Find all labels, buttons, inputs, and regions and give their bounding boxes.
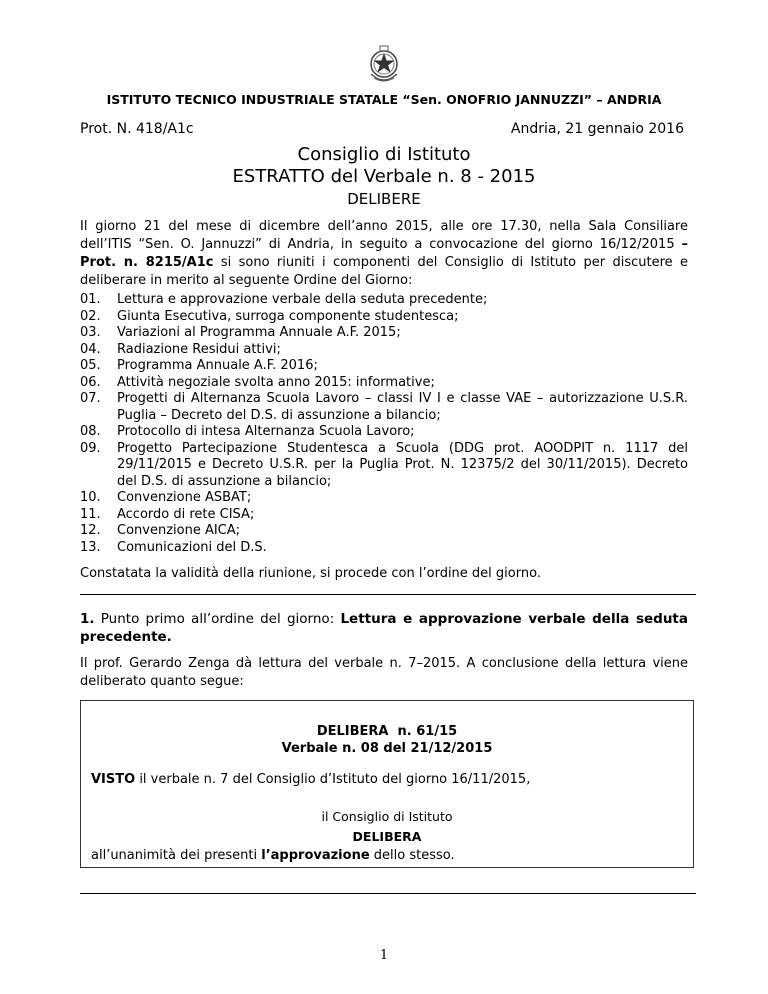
visto-line <box>91 772 530 787</box>
agenda-item <box>80 358 688 375</box>
agenda-item-number: 02. <box>80 308 101 324</box>
agenda-item <box>80 292 688 309</box>
unanim-text-1: all’unanimità dei presenti <box>91 848 262 863</box>
agenda-item <box>80 507 688 524</box>
agenda-list <box>80 292 688 556</box>
agenda-item-number: 05. <box>80 358 101 373</box>
agenda-item-number: 13. <box>80 539 101 555</box>
agenda-item <box>80 523 688 540</box>
agenda-item-text: Variazioni al Programma Annuale A.F. 2015; <box>117 325 401 340</box>
divider-bottom <box>80 893 696 894</box>
agenda-item <box>80 424 688 441</box>
reading-paragraph: Il prof. Gerardo Zenga dà lettura del verbale n. 7–2015. A conclusione della lettura viene deliberato quanto segue: <box>80 656 688 689</box>
protocol-number: Prot. N. 418/A1c <box>80 121 194 137</box>
document-title <box>0 144 768 210</box>
agenda-item <box>80 325 688 342</box>
agenda-item-text: Progetti di Alternanza Scuola Lavoro – classi IV I e classe VAE – autorizzazione U.S.R. Puglia – Decreto del D.S. di assunzione a bilancio; <box>117 391 688 423</box>
agenda-item-text: Radiazione Residui attivi; <box>117 341 281 357</box>
agenda-item-number: 01. <box>80 292 101 307</box>
delibera-word: DELIBERA <box>352 829 422 844</box>
unanim-bold: l’approvazione <box>261 848 370 863</box>
agenda-item <box>80 342 688 359</box>
point-1-number: 1. <box>80 611 95 627</box>
agenda-item-text: Accordo di rete CISA; <box>117 506 255 522</box>
agenda-item-text: Giunta Esecutiva, surroga componente studentesca; <box>117 308 459 324</box>
agenda-item <box>80 375 688 392</box>
agenda-item-number: 04. <box>80 341 101 357</box>
agenda-item-number: 07. <box>80 391 101 406</box>
agenda-item-number: 12. <box>80 523 101 538</box>
intro-protocol: – Prot. n. 8215/A1c <box>80 237 688 270</box>
agenda-item-number: 08. <box>80 424 101 439</box>
italian-republic-emblem-icon <box>368 44 400 86</box>
agenda-item-text: Convenzione ASBAT; <box>117 490 252 505</box>
point-1-title: Lettura e approvazione verbale della seduta precedente. <box>80 611 688 645</box>
point-1-heading <box>80 610 688 646</box>
agenda-item-number: 11. <box>80 506 101 522</box>
agenda-item-number: 09. <box>80 440 101 456</box>
delibera-number: DELIBERA n. 61/15 <box>316 724 458 739</box>
agenda-item-text: Lettura e approvazione verbale della seduta precedente; <box>117 292 488 307</box>
agenda-item <box>80 309 688 326</box>
agenda-item-number: 10. <box>80 490 101 505</box>
unanim-text-2: dello stesso. <box>369 848 455 863</box>
agenda-item <box>80 441 688 491</box>
council-line: il Consiglio di Istituto <box>321 809 453 824</box>
institute-name: ISTITUTO TECNICO INDUSTRIALE STATALE “Sen. ONOFRIO JANNUZZI” – ANDRIA <box>106 92 662 107</box>
intro-paragraph <box>80 218 688 290</box>
agenda-item-number: 03. <box>80 325 101 340</box>
agenda-item-text: Comunicazioni del D.S. <box>117 539 267 555</box>
agenda-item <box>80 540 688 557</box>
validity-note: Constatata la validità della riunione, si procede con l’ordine del giorno. <box>80 566 541 581</box>
divider-top <box>80 594 696 595</box>
intro-text-2: si sono riuniti i componenti del Consiglio di Istituto per discutere e deliberare in merito al seguente Ordine del Giorno: <box>80 255 688 288</box>
visto-text: il verbale n. 7 del Consiglio d’Istituto del giorno 16/11/2015, <box>135 772 531 787</box>
delibera-box <box>80 700 694 868</box>
intro-text-1: Il giorno 21 del mese di dicembre dell’anno 2015, alle ore 17.30, nella Sala Consiliare dell’ITIS “Sen. O. Jannuzzi” di Andria, in seguito a convocazione del giorno 16/12/2015 <box>80 219 688 252</box>
agenda-item-text: Attività negoziale svolta anno 2015: informative; <box>117 374 435 390</box>
agenda-item-text: Convenzione AICA; <box>117 523 241 538</box>
title-line-2: ESTRATTO del Verbale n. 8 - 2015 <box>232 166 536 187</box>
page-number: 1 <box>379 948 389 963</box>
place-date: Andria, 21 gennaio 2016 <box>510 121 684 137</box>
delibera-verbale: Verbale n. 08 del 21/12/2015 <box>281 741 493 756</box>
title-line-1: Consiglio di Istituto <box>297 144 471 165</box>
agenda-item-text: Protocollo di intesa Alternanza Scuola Lavoro; <box>117 424 415 439</box>
agenda-item-text: Programma Annuale A.F. 2016; <box>117 358 318 373</box>
agenda-item <box>80 490 688 507</box>
delibera-heading <box>81 723 693 757</box>
point-1-intro: Punto primo all’ordine del giorno: <box>94 611 341 627</box>
agenda-item <box>80 391 688 424</box>
agenda-item-text: Progetto Partecipazione Studentesca a Scuola (DDG prot. AOODPIT n. 1117 del 29/11/2015 e Decreto U.S.R. per la Puglia Prot. N. 12375/2 del 30/11/2015). Decreto del D.S. di assunzione a bilancio; <box>117 440 688 489</box>
title-line-3: DELIBERE <box>347 190 421 208</box>
visto-bold: VISTO <box>91 772 136 787</box>
unanimity-line <box>91 848 455 863</box>
agenda-item-number: 06. <box>80 374 101 390</box>
